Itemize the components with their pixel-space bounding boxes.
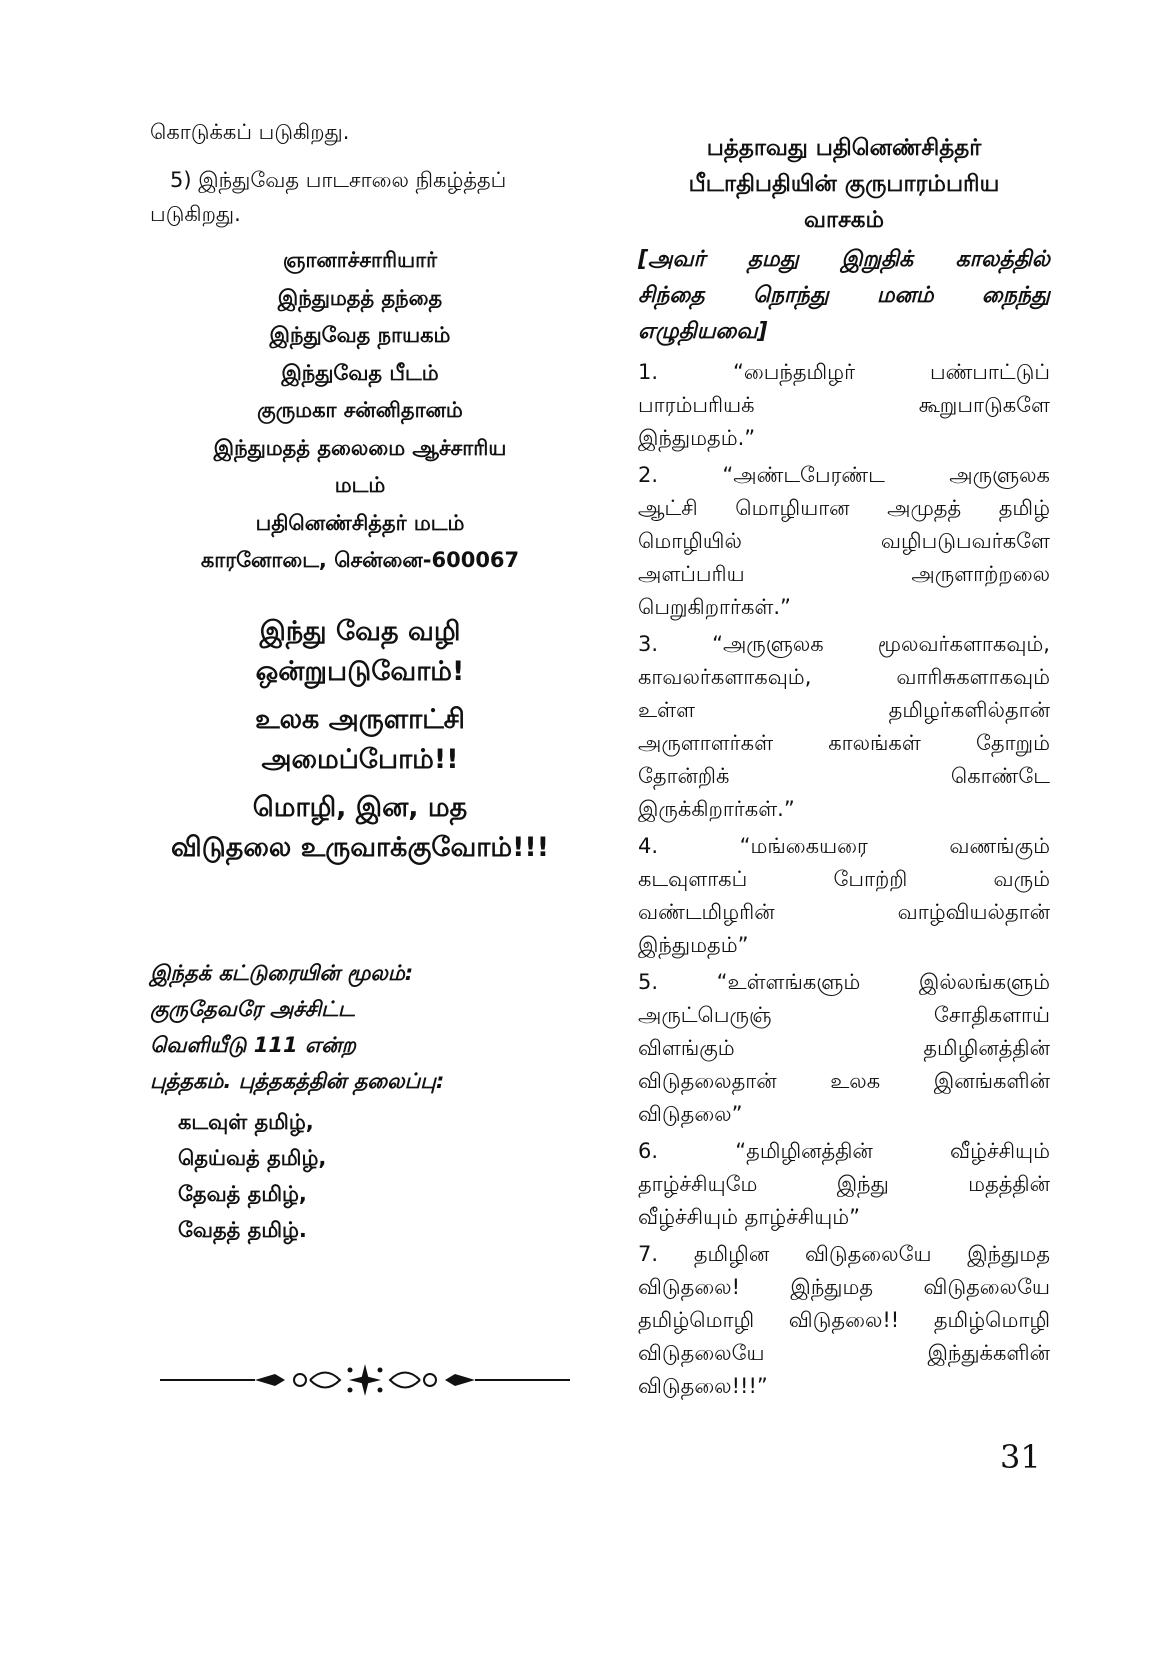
page-number: 31 bbox=[1000, 1438, 1041, 1476]
section-heading bbox=[638, 130, 1050, 238]
quote-item bbox=[638, 1238, 1050, 1403]
quote-line: இருக்கிறார்கள்.” bbox=[638, 797, 795, 821]
point-5-line-2: படுகிறது. bbox=[150, 202, 241, 226]
quote-line: விளங்கும் தமிழினத்தின் bbox=[638, 1036, 1050, 1060]
slogan-line: இந்து வேத வழி bbox=[259, 616, 461, 647]
quote-item bbox=[638, 628, 1050, 826]
title-line: இந்துமதத் தந்தை bbox=[277, 285, 443, 310]
source-line: புத்தகம். புத்தகத்தின் தலைப்பு: bbox=[150, 1069, 445, 1093]
source-line: இந்தக் கட்டுரையின் மூலம்: bbox=[150, 961, 414, 985]
quote-line: வண்டமிழரின் வாழ்வியல்தான் bbox=[638, 900, 1050, 924]
quote-line: விடுதலையே இந்துக்களின் bbox=[638, 1341, 1050, 1365]
title-line: இந்துவேத நாயகம் bbox=[269, 323, 451, 347]
title-block bbox=[150, 242, 570, 580]
point-5-line-1: 5) இந்துவேத பாடசாலை நிகழ்த்தப் bbox=[170, 168, 507, 192]
quote-line: 2. “அண்டபேரண்ட அருளுலக bbox=[638, 463, 1050, 487]
title-line: மடம் bbox=[334, 473, 386, 497]
slogan-block bbox=[150, 612, 570, 868]
book-title-block bbox=[178, 1104, 326, 1248]
note-line: எழுதியவை] bbox=[638, 319, 768, 344]
quote-item bbox=[638, 1135, 1050, 1234]
heading-line: வாசகம் bbox=[804, 207, 884, 233]
quote-line: வீழ்ச்சியும் தாழ்ச்சியும்” bbox=[638, 1205, 861, 1229]
quote-item bbox=[638, 966, 1050, 1131]
quote-line: உள்ள தமிழர்களில்தான் bbox=[638, 698, 1050, 722]
slogan-line: உலக அருளாட்சி bbox=[255, 704, 465, 735]
note-line: சிந்தை நொந்து மனம் நைந்து bbox=[638, 283, 1050, 308]
slogan-line: அமைப்போம்!! bbox=[261, 744, 459, 775]
title-line: குருமகா சன்னிதானம் bbox=[257, 398, 463, 422]
quote-list bbox=[638, 356, 1050, 1407]
quote-line: விடுதலை” bbox=[638, 1102, 743, 1126]
note-line: [அவர் தமது இறுதிக் காலத்தில் bbox=[638, 247, 1050, 272]
quote-line: ஆட்சி மொழியான அமுதத் தமிழ் bbox=[638, 496, 1050, 520]
quote-line: தோன்றிக் கொண்டே bbox=[638, 764, 1050, 788]
quote-item bbox=[638, 356, 1050, 455]
quote-line: கடவுளாகப் போற்றி வரும் bbox=[638, 867, 1050, 891]
title-line: ஞானாச்சாரியார் bbox=[282, 248, 438, 272]
quote-line: விடுதலைதான் உலக இனங்களின் bbox=[638, 1069, 1050, 1093]
book-title-line: தேவத் தமிழ், bbox=[178, 1182, 307, 1206]
title-line: இந்துவேத பீடம் bbox=[281, 360, 439, 385]
quote-line: அளப்பரிய அருளாற்றலை bbox=[638, 562, 1050, 586]
quote-line: இந்துமதம்.” bbox=[638, 426, 756, 450]
quote-item bbox=[638, 830, 1050, 962]
slogan-line: ஒன்றுபடுவோம்! bbox=[255, 656, 465, 687]
quote-line: பாரம்பரியக் கூறுபாடுகளே bbox=[638, 393, 1050, 417]
slogan-line: விடுதலை உருவாக்குவோம்!!! bbox=[170, 832, 550, 863]
quote-line: 6. “தமிழினத்தின் வீழ்ச்சியும் bbox=[638, 1139, 1050, 1163]
quote-line: அருளாளர்கள் காலங்கள் தோறும் bbox=[638, 731, 1050, 755]
title-line: இந்துமதத் தலைமை ஆச்சாரிய bbox=[213, 435, 507, 460]
quote-line: மொழியில் வழிபடுபவர்களே bbox=[638, 529, 1050, 553]
quote-line: தாழ்ச்சியுமே இந்து மதத்தின் bbox=[638, 1172, 1050, 1196]
heading-line: பீடாதிபதியின் குருபாரம்பரிய bbox=[688, 171, 1000, 197]
ornament-divider-icon bbox=[160, 1360, 570, 1400]
quote-line: பெறுகிறார்கள்.” bbox=[638, 595, 791, 619]
quote-item bbox=[638, 459, 1050, 624]
quote-line: விடுதலை! இந்துமத விடுதலையே bbox=[638, 1275, 1050, 1299]
book-title-line: கடவுள் தமிழ், bbox=[178, 1110, 314, 1134]
intro-text: கொடுக்கப் படுகிறது. bbox=[150, 120, 350, 144]
quote-line: இந்துமதம்” bbox=[638, 933, 749, 957]
source-block bbox=[150, 955, 444, 1099]
quote-line: 1. “பைந்தமிழர் பண்பாட்டுப் bbox=[638, 360, 1050, 384]
quote-line: 5. “உள்ளங்களும் இல்லங்களும் bbox=[638, 970, 1050, 994]
book-title-line: வேதத் தமிழ். bbox=[178, 1218, 307, 1242]
source-line: குருதேவரே அச்சிட்ட bbox=[150, 997, 355, 1021]
slogan-line: மொழி, இன, மத bbox=[252, 792, 468, 823]
title-line: பதினெண்சித்தர் மடம் bbox=[255, 510, 465, 535]
quote-line: தமிழ்மொழி விடுதலை!! தமிழ்மொழி bbox=[638, 1308, 1050, 1332]
heading-line: பத்தாவது பதினெண்சித்தர் bbox=[706, 135, 982, 161]
section-note bbox=[638, 242, 1050, 350]
quote-line: 4. “மங்கையரை வணங்கும் bbox=[638, 834, 1050, 858]
book-title-line: தெய்வத் தமிழ், bbox=[178, 1146, 327, 1170]
quote-line: விடுதலை!!!” bbox=[638, 1374, 768, 1398]
quote-line: 7. தமிழின விடுதலையே இந்துமத bbox=[638, 1242, 1050, 1266]
title-line: காரனோடை, சென்னை-600067 bbox=[200, 548, 520, 572]
quote-line: அருட்பெருஞ் சோதிகளாய் bbox=[638, 1003, 1050, 1027]
source-line: வெளியீடு 111 என்ற bbox=[150, 1033, 356, 1057]
quote-line: காவலர்களாகவும், வாரிசுகளாகவும் bbox=[638, 665, 1050, 689]
quote-line: 3. “அருளுலக மூலவர்களாகவும், bbox=[638, 632, 1050, 656]
